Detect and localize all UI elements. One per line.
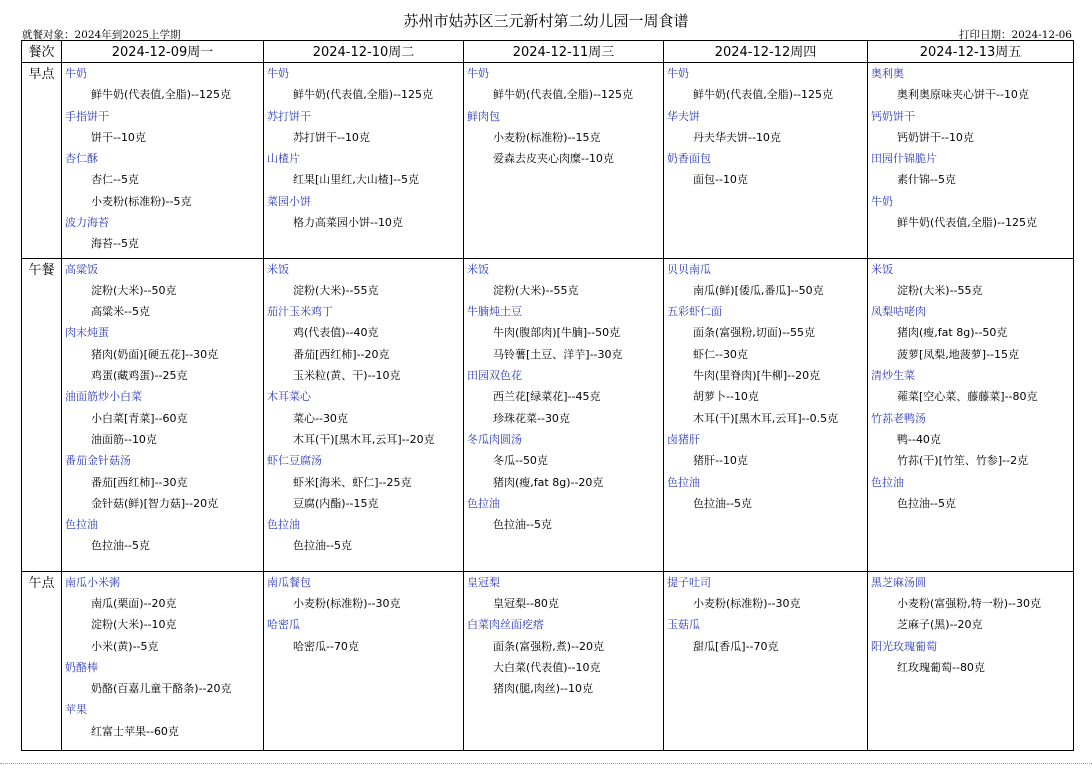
ingredient-item: 皇冠梨--80克: [493, 596, 559, 610]
day-header-wed: 2024-12-11周三: [464, 41, 664, 63]
ingredient-item: 猪肉(腿,肉丝)--10克: [493, 682, 594, 696]
dish-name: 菜园小饼: [267, 194, 311, 208]
page-title: 苏州市姑苏区三元新村第二幼儿园一周食谱: [403, 12, 689, 30]
ingredient-item: 色拉油--5克: [293, 539, 352, 553]
day-header-tue: 2024-12-10周二: [264, 41, 464, 63]
dish-name: 牛奶: [267, 67, 289, 80]
ingredient-item: 色拉油--5克: [91, 539, 150, 553]
dish-name: 冬瓜肉圆汤: [467, 432, 522, 446]
meal-label: 午点: [22, 571, 62, 750]
ingredient-item: 番茄[西红柿]--30克: [91, 475, 188, 489]
dish-name: 高粱饭: [65, 262, 98, 276]
dish-name: 提子吐司: [667, 575, 711, 589]
dish-name: 华夫饼: [667, 109, 700, 123]
ingredient-item: 猪肉(奶面)[硬五花]--30克: [91, 347, 219, 361]
day-header-fri: 2024-12-13周五: [868, 41, 1074, 63]
ingredient-item: 鲜牛奶(代表值,全脂)--125克: [693, 88, 834, 102]
dish-name: 杏仁酥: [65, 152, 98, 166]
ingredient-item: 豆腐(内酯)--15克: [293, 496, 379, 510]
ingredient-item: 竹荪(干)[竹笙、竹参]--2克: [897, 454, 1029, 468]
dish-name: 鲜肉包: [467, 109, 500, 123]
menu-cell-wed: [464, 571, 664, 750]
ingredient-item: 小米(黄)--5克: [91, 639, 159, 653]
ingredient-item: 饼干--10克: [91, 130, 146, 144]
dish-name: 贝贝南瓜: [667, 262, 711, 276]
ingredient-item: 南瓜(栗面)--20克: [91, 596, 177, 610]
ingredient-item: 高粱米--5克: [91, 305, 150, 319]
dish-name: 南瓜小米粥: [65, 575, 120, 589]
ingredient-item: 淀粉(大米)--50克: [91, 283, 177, 297]
ingredient-item: 鲜牛奶(代表值,全脂)--125克: [91, 88, 232, 102]
ingredient-item: 牛肉(里脊肉)[牛柳]--20克: [693, 369, 821, 383]
ingredient-item: 苏打饼干--10克: [293, 130, 370, 144]
dish-name: 凤梨咕咾肉: [871, 305, 926, 319]
dish-name: 卤猪肝: [667, 432, 700, 446]
ingredient-item: 甜瓜[香瓜]--70克: [693, 639, 779, 653]
ingredient-item: 冬瓜--50克: [493, 454, 548, 468]
ingredient-item: 丹夫华夫饼--10克: [693, 130, 781, 144]
menu-cell-fri: [868, 63, 1074, 259]
dish-name: 色拉油: [267, 518, 300, 532]
menu-cell-thu: [664, 258, 868, 571]
dish-name: 牛奶: [65, 67, 87, 80]
menu-table: [21, 40, 1074, 751]
menu-cell-wed: [464, 258, 664, 571]
ingredient-item: 杏仁--5克: [91, 173, 139, 187]
dish-name: 奶酪棒: [65, 660, 98, 674]
ingredient-item: 哈密瓜--70克: [293, 639, 359, 653]
ingredient-item: 小麦粉(标准粉)--30克: [293, 596, 401, 610]
dish-name: 油面筋炒小白菜: [65, 390, 142, 404]
ingredient-item: 大白菜(代表值)--10克: [493, 660, 601, 674]
ingredient-item: 红果[山里红,大山楂]--5克: [293, 173, 420, 187]
dish-name: 米饭: [871, 262, 893, 276]
ingredient-item: 木耳(干)[黑木耳,云耳]--0.5克: [693, 411, 839, 425]
ingredient-item: 面条(富强粉,切面)--55克: [693, 326, 816, 340]
dish-name: 米饭: [467, 262, 489, 276]
dish-name: 牛腩炖土豆: [467, 305, 522, 319]
meal-label: 午餐: [22, 258, 62, 571]
ingredient-item: 小麦粉(标准粉)--30克: [693, 596, 801, 610]
ingredient-item: 猪肝--10克: [693, 454, 748, 468]
ingredient-item: 小麦粉(标准粉)--5克: [91, 194, 192, 208]
dish-name: 苏打饼干: [267, 109, 311, 123]
menu-cell-fri: [868, 571, 1074, 750]
dish-name: 清炒生菜: [871, 369, 915, 383]
menu-cell-mon: [62, 571, 264, 750]
ingredient-item: 菠萝[凤梨,地菠萝]--15克: [897, 347, 1020, 361]
ingredient-item: 红玫瑰葡萄--80克: [897, 660, 985, 674]
menu-cell-tue: [264, 63, 464, 259]
dish-name: 竹荪老鸭汤: [871, 411, 926, 425]
dish-name: 牛奶: [871, 194, 893, 208]
dish-name: 阳光玫瑰葡萄: [871, 639, 937, 653]
ingredient-item: 鲜牛奶(代表值,全脂)--125克: [293, 88, 434, 102]
day-header-mon: 2024-12-09周一: [62, 41, 264, 63]
dining-target: 就餐对象：2024年到2025上学期: [22, 29, 181, 41]
ingredient-item: 小白菜[青菜]--60克: [91, 411, 188, 425]
menu-cell-mon: [62, 63, 264, 259]
dish-name: 田园双色花: [467, 369, 522, 383]
ingredient-item: 木耳(干)[黑木耳,云耳]--20克: [293, 432, 435, 446]
ingredient-item: 马铃薯[土豆、洋芋]--30克: [493, 347, 623, 361]
dish-name: 肉末炖蛋: [65, 326, 109, 340]
dish-name: 米饭: [267, 262, 289, 276]
ingredient-item: 番茄[西红柿]--20克: [293, 347, 390, 361]
dish-name: 奶香面包: [667, 152, 711, 166]
ingredient-item: 面包--10克: [693, 173, 748, 187]
ingredient-item: 色拉油--5克: [693, 496, 752, 510]
ingredient-item: 奶酪(百嘉儿童干酪条)--20克: [91, 682, 232, 696]
ingredient-item: 淀粉(大米)--55克: [493, 283, 579, 297]
dish-name: 手指饼干: [65, 109, 109, 123]
dish-name: 虾仁豆腐汤: [267, 454, 322, 468]
menu-cell-fri: [868, 258, 1074, 571]
menu-cell-thu: [664, 571, 868, 750]
dish-name: 田园什锦脆片: [871, 152, 937, 166]
ingredient-item: 菜心--30克: [293, 411, 348, 425]
ingredient-item: 鸭--40克: [897, 432, 941, 446]
ingredient-item: 胡萝卜--10克: [693, 390, 759, 404]
dish-name: 奥利奥: [871, 67, 904, 80]
ingredient-item: 牛肉(腹部肉)[牛腩]--50克: [493, 326, 621, 340]
dish-name: 白菜肉丝面疙瘩: [467, 618, 544, 632]
header-row: [22, 41, 1074, 63]
ingredient-item: 淀粉(大米)--55克: [293, 283, 379, 297]
ingredient-item: 鲜牛奶(代表值,全脂)--125克: [493, 88, 634, 102]
dish-name: 黑芝麻汤圆: [871, 575, 926, 589]
dish-name: 番茄金针菇汤: [65, 454, 131, 468]
dish-name: 色拉油: [467, 496, 500, 510]
ingredient-item: 面条(富强粉,煮)--20克: [493, 639, 605, 653]
ingredient-item: 西兰花[绿菜花]--45克: [493, 390, 601, 404]
ingredient-item: 小麦粉(标准粉)--15克: [493, 130, 601, 144]
dish-name: 牛奶: [667, 67, 689, 80]
meal-row: [22, 63, 1074, 259]
ingredient-item: 色拉油--5克: [897, 496, 956, 510]
ingredient-item: 金针菇(鲜)[智力菇]--20克: [91, 496, 219, 510]
dish-name: 哈密瓜: [267, 618, 300, 632]
ingredient-item: 素什锦--5克: [897, 173, 956, 187]
print-date: 打印日期：2024-12-06: [958, 29, 1072, 41]
ingredient-item: 淀粉(大米)--10克: [91, 618, 177, 632]
dish-name: 南瓜餐包: [267, 575, 311, 589]
ingredient-item: 爱森去皮夹心肉糜--10克: [493, 152, 614, 166]
ingredient-item: 猪肉(瘦,fat 8g)--50克: [897, 326, 1008, 340]
page-bottom-rule: [0, 763, 1092, 764]
dish-name: 五彩虾仁面: [667, 305, 722, 319]
ingredient-item: 红富士苹果--60克: [91, 724, 179, 738]
day-header-thu: 2024-12-12周四: [664, 41, 868, 63]
ingredient-item: 油面筋--10克: [91, 432, 157, 446]
dish-name: 色拉油: [871, 475, 904, 489]
dish-name: 色拉油: [667, 475, 700, 489]
ingredient-item: 淀粉(大米)--55克: [897, 283, 983, 297]
ingredient-item: 钙奶饼干--10克: [897, 130, 974, 144]
ingredient-item: 珍珠花菜--30克: [493, 411, 570, 425]
ingredient-item: 格力高菜园小饼--10克: [293, 216, 403, 230]
ingredient-item: 鲜牛奶(代表值,全脂)--125克: [897, 216, 1038, 230]
dish-name: 皇冠梨: [467, 575, 500, 589]
meal-label: 早点: [22, 63, 62, 259]
ingredient-item: 小麦粉(富强粉,特一粉)--30克: [897, 596, 1042, 610]
dish-name: 山楂片: [267, 152, 300, 166]
menu-cell-wed: [464, 63, 664, 259]
meal-row: [22, 571, 1074, 750]
ingredient-item: 虾仁--30克: [693, 347, 748, 361]
dish-name: 色拉油: [65, 518, 98, 532]
dish-name: 木耳菜心: [267, 390, 311, 404]
ingredient-item: 芝麻子(黑)--20克: [897, 618, 983, 632]
ingredient-item: 蕹菜[空心菜、藤藤菜]--80克: [897, 390, 1038, 404]
menu-cell-thu: [664, 63, 868, 259]
ingredient-item: 鸡蛋(藏鸡蛋)--25克: [91, 369, 188, 383]
ingredient-item: 玉米粒(黄、干)--10克: [293, 369, 401, 383]
ingredient-item: 色拉油--5克: [493, 518, 552, 532]
menu-cell-tue: [264, 258, 464, 571]
ingredient-item: 猪肉(瘦,fat 8g)--20克: [493, 475, 604, 489]
dish-name: 玉菇瓜: [667, 618, 700, 632]
meal-column-header: 餐次: [22, 41, 62, 63]
ingredient-item: 南瓜(鲜)[倭瓜,番瓜]--50克: [693, 283, 824, 297]
dish-name: 苹果: [65, 703, 87, 717]
meal-row: [22, 258, 1074, 571]
dish-name: 钙奶饼干: [871, 109, 915, 123]
dish-name: 波力海苔: [65, 216, 109, 230]
ingredient-item: 奥利奥原味夹心饼干--10克: [897, 88, 1029, 102]
ingredient-item: 海苔--5克: [91, 237, 139, 251]
ingredient-item: 鸡(代表值)--40克: [293, 326, 379, 340]
dish-name: 牛奶: [467, 67, 489, 80]
dish-name: 茄汁玉米鸡丁: [267, 305, 333, 319]
menu-cell-tue: [264, 571, 464, 750]
menu-cell-mon: [62, 258, 264, 571]
ingredient-item: 虾米[海米、虾仁]--25克: [293, 475, 412, 489]
